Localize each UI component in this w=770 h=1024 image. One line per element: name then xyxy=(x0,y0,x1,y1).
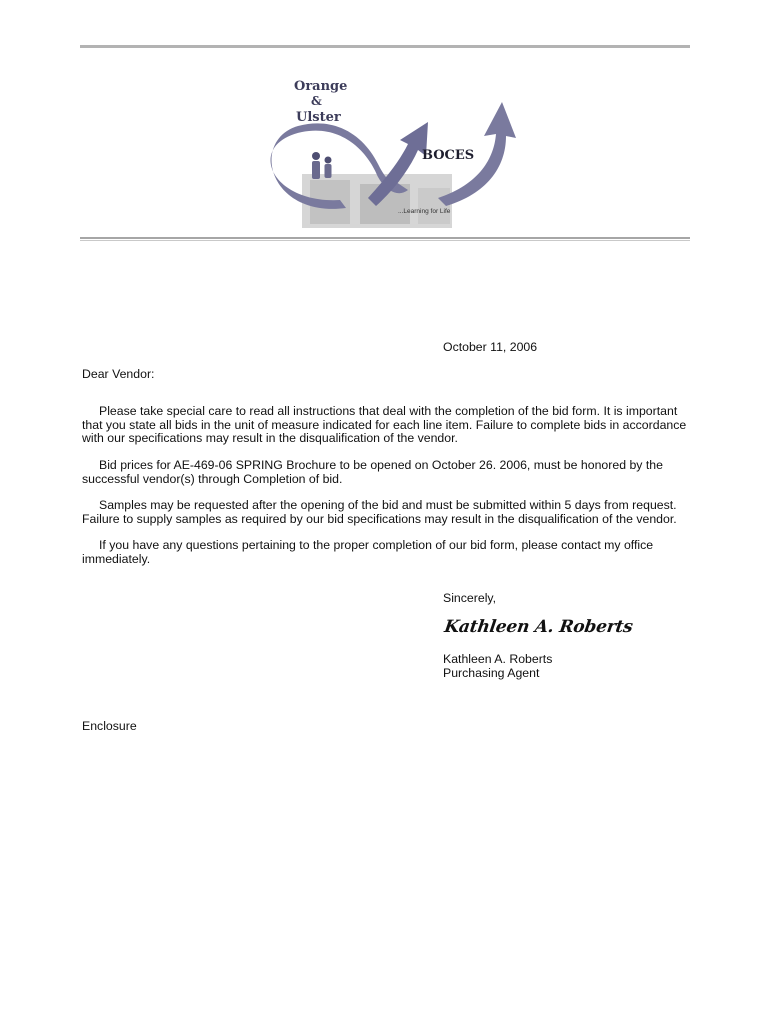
handwritten-signature: Kathleen A. Roberts xyxy=(443,617,634,637)
boces-logo xyxy=(250,72,522,230)
logo-text-orange: Orange xyxy=(294,79,348,94)
letter-paragraph: Bid prices for AE-469-06 SPRING Brochure to be opened on October 26. 2006, must be honored by the successful vendor(s) through Completion of bid. xyxy=(82,458,663,486)
logo-figure-head xyxy=(325,157,332,164)
header-top-rule xyxy=(80,45,690,48)
logo-text-ulster: Ulster xyxy=(296,110,341,125)
letter-salutation: Dear Vendor: xyxy=(82,367,155,381)
letter-paragraph: If you have any questions pertaining to the proper completion of our bid form, please contact my office immediately. xyxy=(82,538,654,566)
enclosure-note: Enclosure xyxy=(82,719,137,733)
header-bottom-rule xyxy=(80,237,690,241)
logo-figure-body xyxy=(325,164,332,178)
logo-figure-body xyxy=(312,161,320,179)
letter-closing: Sincerely, xyxy=(443,591,497,605)
signer-name: Kathleen A. Roberts xyxy=(443,652,553,666)
logo-photo-tile xyxy=(418,188,450,224)
logo-figure-head xyxy=(312,152,320,160)
letter-paragraph: Please take special care to read all instructions that deal with the completion of the bid form. It is important that you state all bids in the unit of measure indicated for each line item. Failure to complete bids in accordance with our specifications may result in the disqualification of the vendor. xyxy=(82,404,687,446)
logo-text-ampersand: & xyxy=(311,94,322,108)
logo-text-boces: BOCES xyxy=(422,148,475,163)
letter-paragraph: Samples may be requested after the opening of the bid and must be submitted within 5 days from request. Failure to supply samples as required by our bid specifications may result in the disqualification of the vendor. xyxy=(82,498,677,526)
logo-text-tagline: ...Learning for Life xyxy=(398,208,451,215)
letter-date: October 11, 2006 xyxy=(443,340,538,354)
signer-title: Purchasing Agent xyxy=(443,666,540,680)
logo-graphic xyxy=(250,72,522,230)
